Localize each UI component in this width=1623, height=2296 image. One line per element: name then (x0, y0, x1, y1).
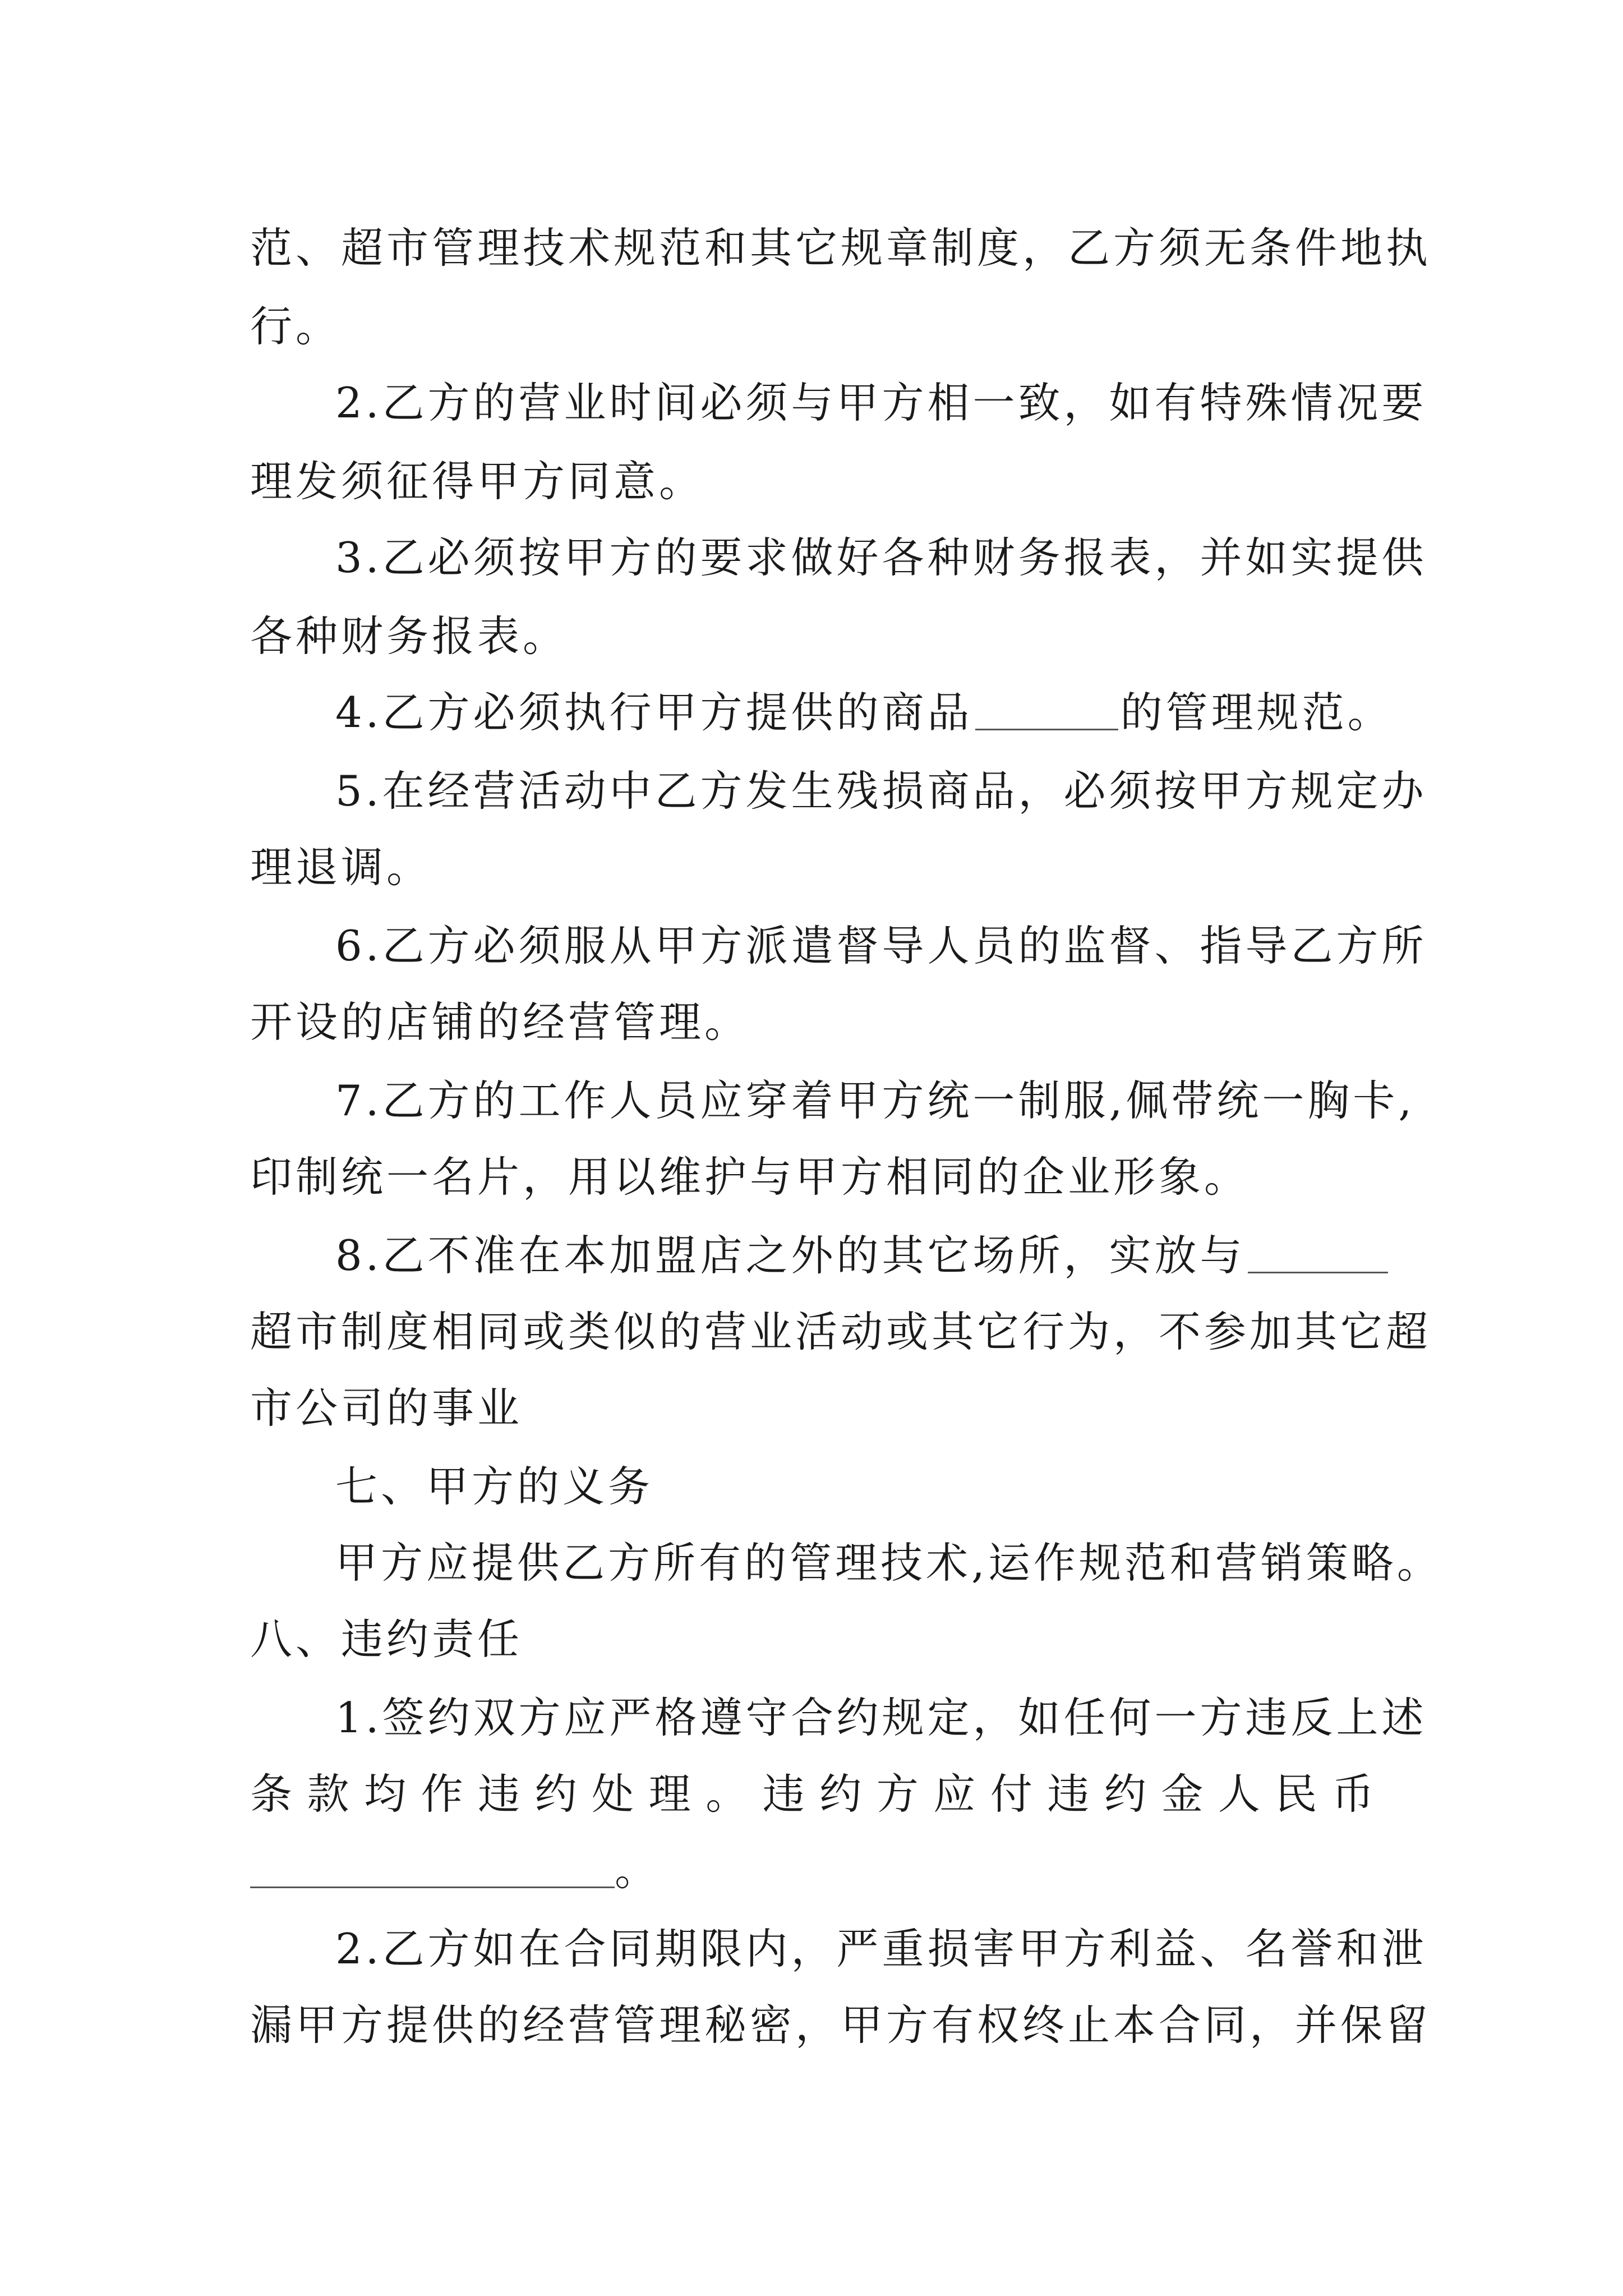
paragraph-line: 行。 (250, 302, 342, 351)
clause-6-line-2: 开设的店铺的经营管理。 (250, 997, 750, 1047)
breach-clause-1-line-3 (250, 1842, 1377, 1898)
clause-8-line-2: 超市制度相同或类似的营业活动或其它行为，不参加其它超 (250, 1307, 1432, 1356)
clause-2-line-2: 理发须征得甲方同意。 (250, 457, 705, 506)
clause-7-line-1: 7.乙方的工作人员应穿着甲方统一制服,佩带统一胸卡, (335, 1076, 1415, 1125)
fill-in-blank[interactable] (1248, 1232, 1388, 1273)
clause-5-line-2: 理退调。 (250, 843, 432, 892)
clause-8-line-3: 市公司的事业 (250, 1383, 523, 1433)
paragraph-line: 范、超市管理技术规范和其它规章制度，乙方须无条件地执 (250, 223, 1432, 273)
fill-in-blank[interactable] (250, 1847, 615, 1888)
clause-7-line-2: 印制统一名片，用以维护与甲方相同的企业形象。 (250, 1152, 1250, 1202)
clause-4-text-end: 的管理规范。 (1120, 688, 1393, 737)
breach-clause-1-line-1: 1.签约双方应严格遵守合约规定，如任何一方违反上述 (335, 1693, 1427, 1742)
clause-5-line-1: 5.在经营活动中乙方发生残损商品，必须按甲方规定办 (335, 766, 1427, 816)
clause-4-text-start: 4.乙方必须执行甲方提供的商品 (335, 688, 973, 737)
breach-clause-2-line-2: 漏甲方提供的经营管理秘密，甲方有权终止本合同，并保留 (250, 2000, 1432, 2050)
fill-in-blank[interactable] (975, 689, 1118, 730)
clause-4-line (335, 684, 1393, 740)
clause-3-line-1: 3.乙必须按甲方的要求做好各种财务报表，并如实提供 (335, 533, 1427, 582)
breach-clause-2-line-1: 2.乙方如在合同期限内，严重损害甲方利益、名誉和泄 (335, 1924, 1427, 1973)
section-7-body: 甲方应提供乙方所有的管理技术,运作规范和营销策略。 (335, 1538, 1442, 1588)
clause-8-line-1 (335, 1227, 1377, 1283)
breach-clause-1-line-2: 条款均作违约处理。违约方应付违约金人民币 (250, 1769, 1377, 1819)
sentence-end-mark: 。 (615, 1846, 661, 1895)
section-8-heading: 八、违约责任 (250, 1614, 523, 1664)
clause-8-text: 8.乙不准在本加盟店之外的其它场所，实放与 (335, 1231, 1246, 1280)
clause-2-line-1: 2.乙方的营业时间必须与甲方相一致，如有特殊情况要 (335, 378, 1427, 427)
clause-3-line-2: 各种财务报表。 (250, 611, 569, 661)
section-7-heading: 七、甲方的义务 (335, 1462, 654, 1511)
clause-6-line-1: 6.乙方必须服从甲方派遣督导人员的监督、指导乙方所 (335, 921, 1427, 970)
